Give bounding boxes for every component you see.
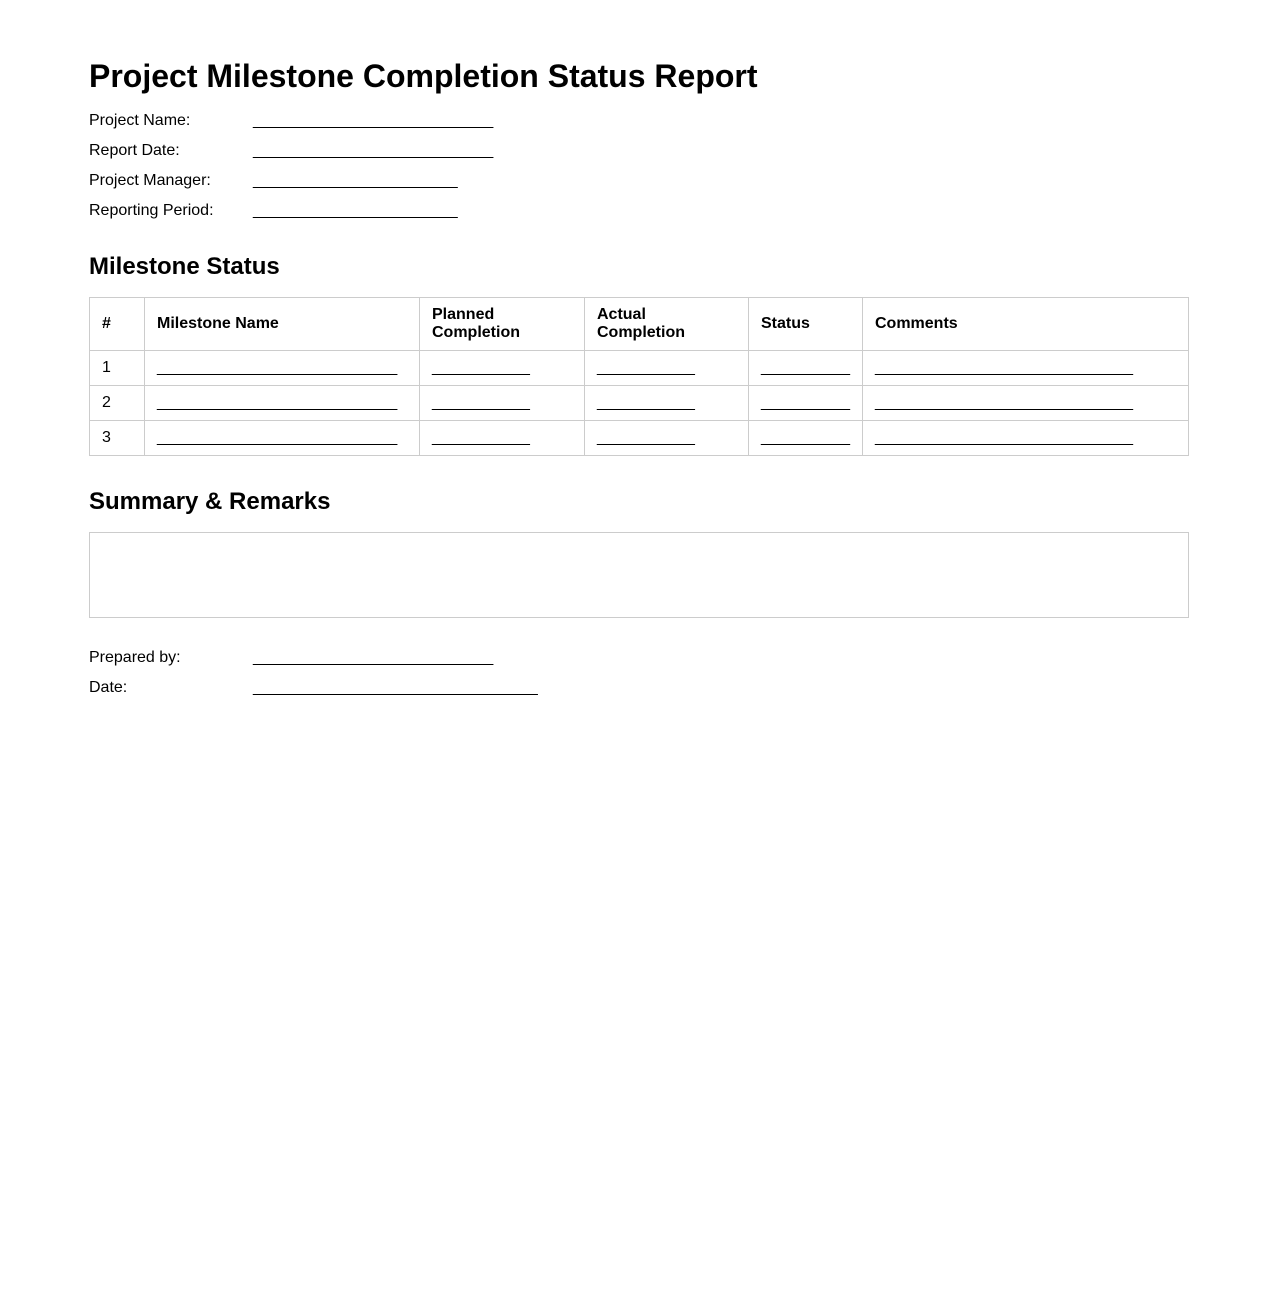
report-date-input[interactable]: ___________________________ <box>253 142 494 159</box>
prepared-by-input[interactable]: ___________________________ <box>253 649 494 666</box>
status-blank[interactable]: __________ <box>749 386 863 421</box>
milestone-name-blank[interactable]: ___________________________ <box>145 351 420 386</box>
table-row <box>90 421 1189 456</box>
row-number: 1 <box>90 351 145 386</box>
date-input[interactable]: ________________________________ <box>253 679 538 696</box>
field-label: Project Name: <box>89 112 191 129</box>
planned-completion-blank[interactable]: ___________ <box>420 421 585 456</box>
planned-completion-blank[interactable]: ___________ <box>420 386 585 421</box>
comments-blank[interactable]: _____________________________ <box>863 421 1189 456</box>
comments-blank[interactable]: _____________________________ <box>863 351 1189 386</box>
field-label: Report Date: <box>89 142 180 159</box>
column-header: Comments <box>863 298 1189 351</box>
page-title: Project Milestone Completion Status Report <box>89 58 758 94</box>
project-manager-input[interactable]: _______________________ <box>253 172 458 189</box>
summary-heading: Summary & Remarks <box>89 488 331 515</box>
row-number: 2 <box>90 386 145 421</box>
summary-remarks-box[interactable] <box>89 532 1189 618</box>
milestone-status-heading: Milestone Status <box>89 253 280 280</box>
status-blank[interactable]: __________ <box>749 421 863 456</box>
column-header: # <box>90 298 145 351</box>
table-header-row <box>90 298 1189 351</box>
column-header: Milestone Name <box>145 298 420 351</box>
project-name-input[interactable]: ___________________________ <box>253 112 494 129</box>
planned-completion-blank[interactable]: ___________ <box>420 351 585 386</box>
column-header: Planned Completion <box>420 298 585 351</box>
field-label: Reporting Period: <box>89 202 214 219</box>
field-label: Prepared by: <box>89 649 181 666</box>
reporting-period-input[interactable]: _______________________ <box>253 202 458 219</box>
table-row <box>90 386 1189 421</box>
table-row <box>90 351 1189 386</box>
milestone-name-blank[interactable]: ___________________________ <box>145 386 420 421</box>
actual-completion-blank[interactable]: ___________ <box>585 386 749 421</box>
row-number: 3 <box>90 421 145 456</box>
status-blank[interactable]: __________ <box>749 351 863 386</box>
field-label: Date: <box>89 679 128 696</box>
milestone-table <box>89 297 1189 456</box>
column-header: Status <box>749 298 863 351</box>
column-header: Actual Completion <box>585 298 749 351</box>
field-label: Project Manager: <box>89 172 211 189</box>
actual-completion-blank[interactable]: ___________ <box>585 351 749 386</box>
milestone-name-blank[interactable]: ___________________________ <box>145 421 420 456</box>
comments-blank[interactable]: _____________________________ <box>863 386 1189 421</box>
actual-completion-blank[interactable]: ___________ <box>585 421 749 456</box>
